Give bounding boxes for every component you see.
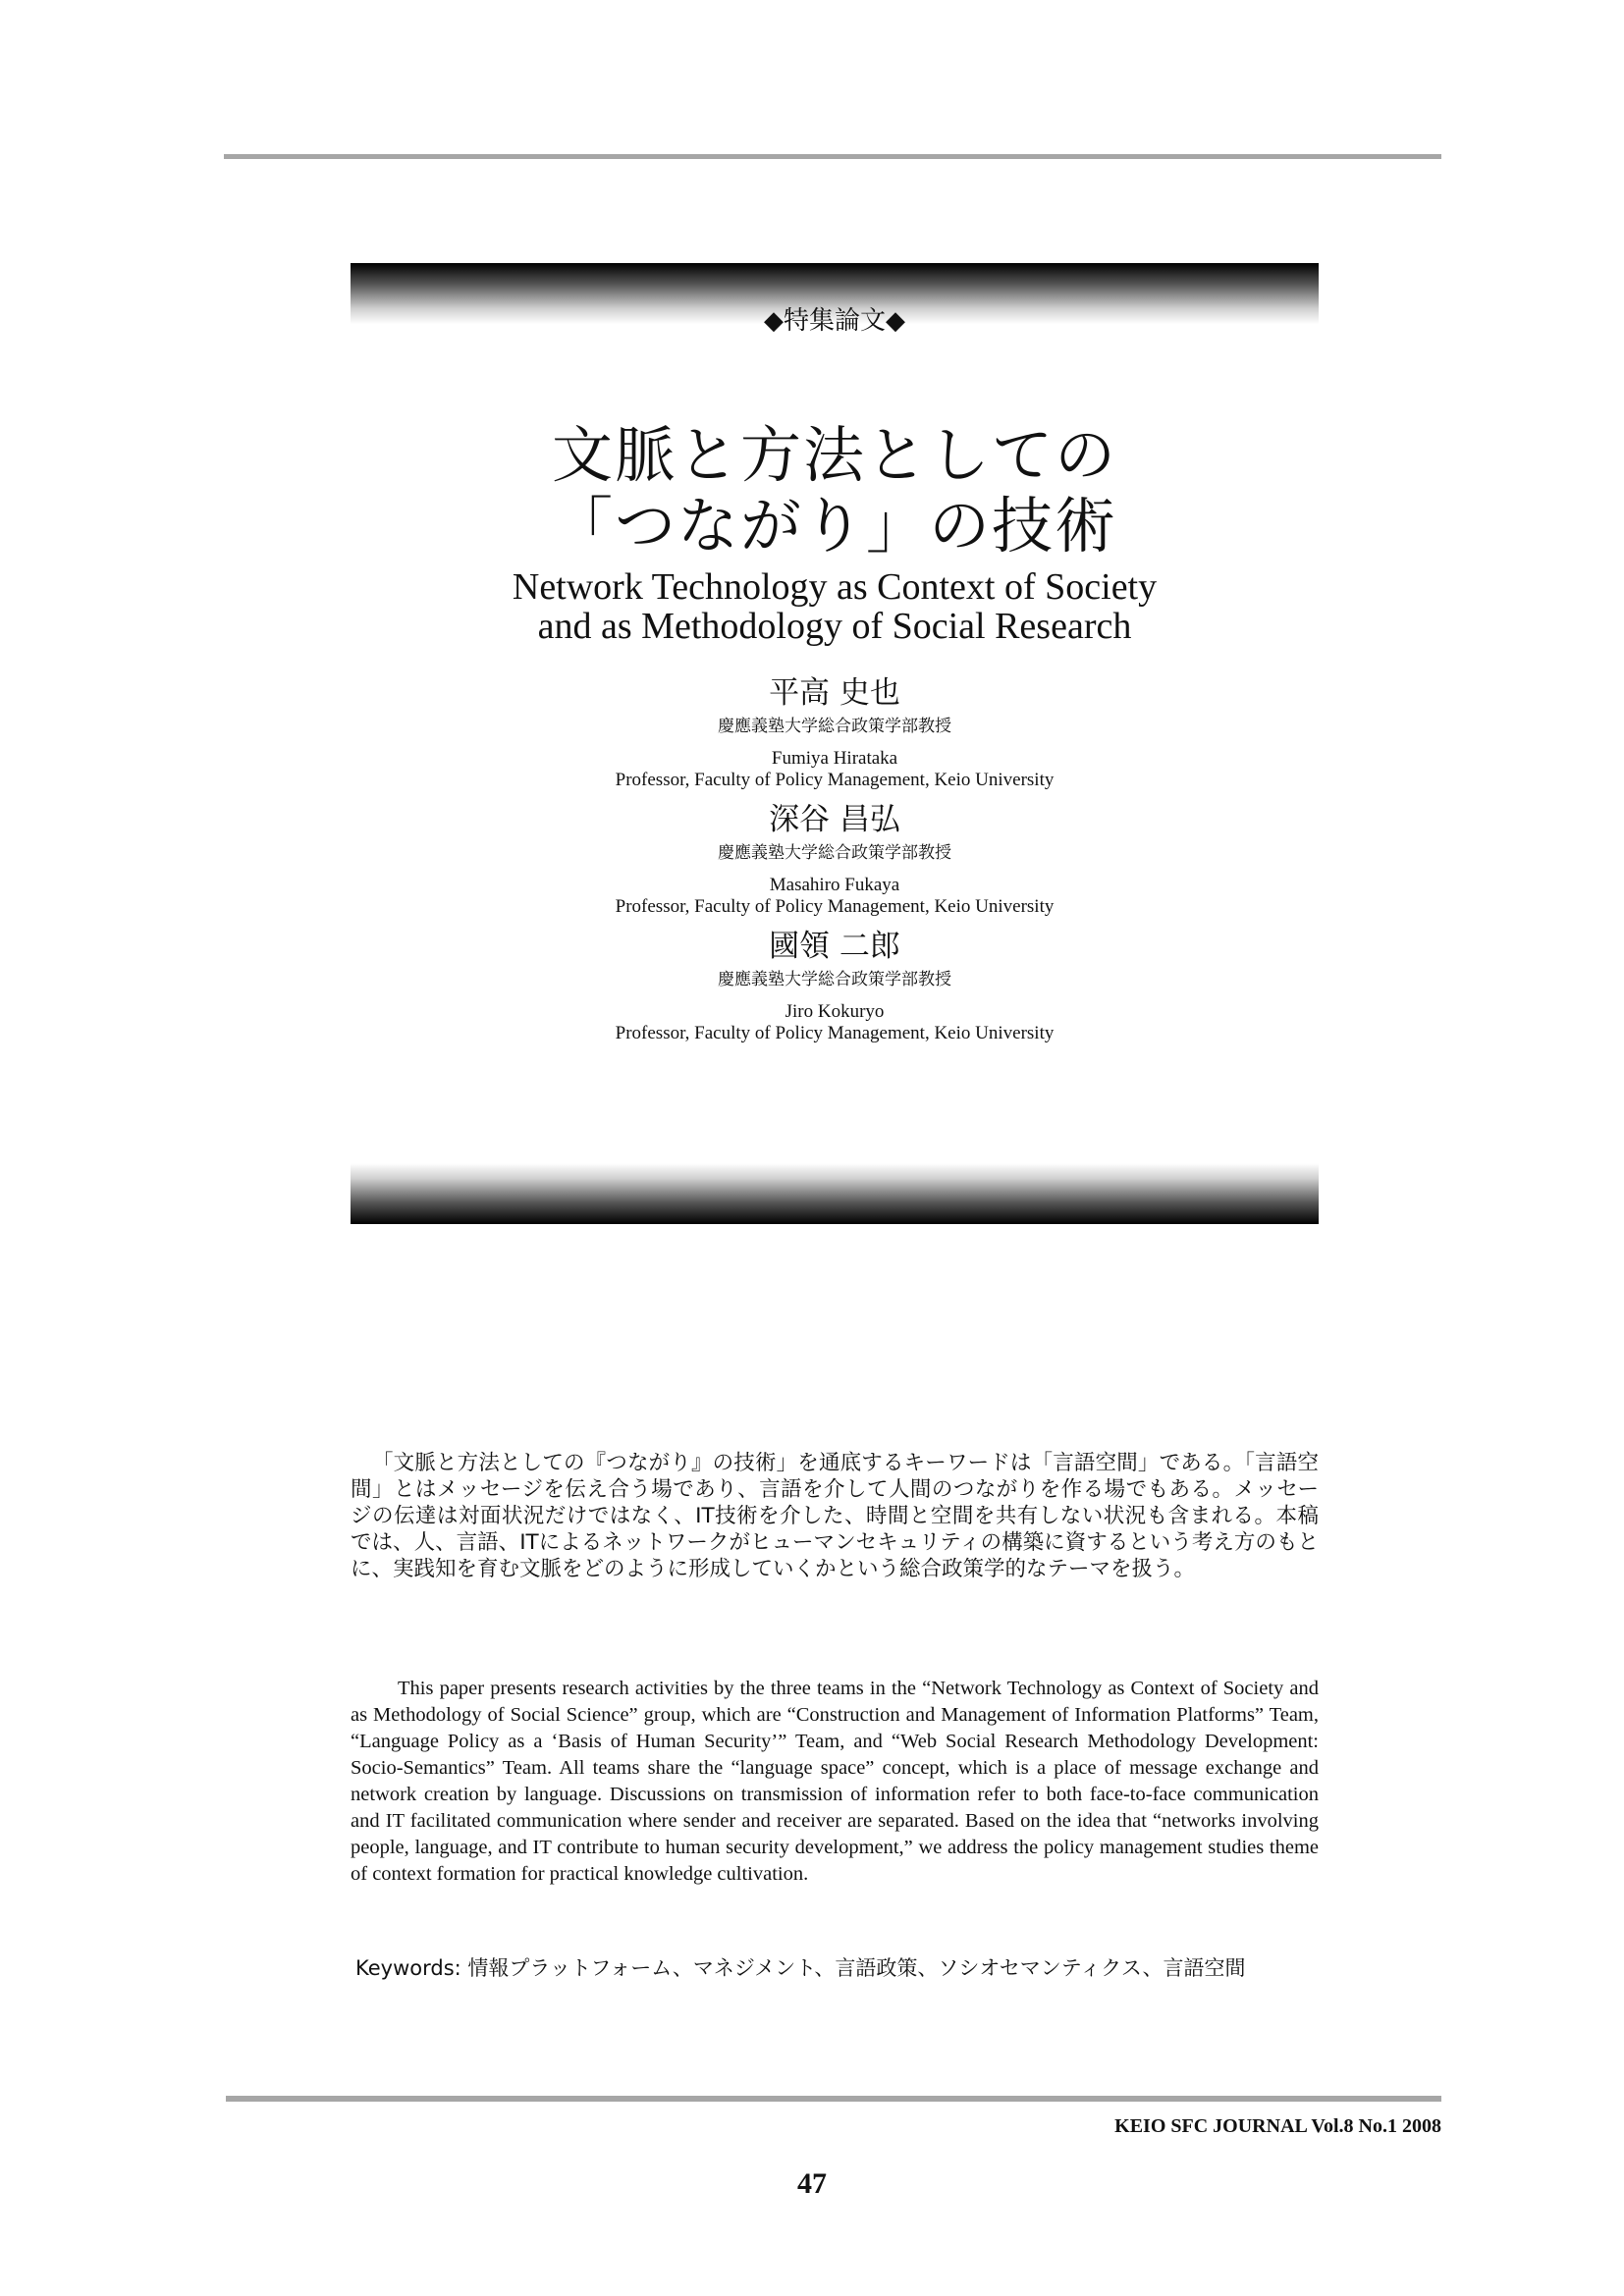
author-block xyxy=(351,673,1319,791)
author-affiliation-en: Professor, Faculty of Policy Management, Keio University xyxy=(615,770,1055,790)
author-affiliation-ja: 慶應義塾大学総合政策学部教授 xyxy=(718,970,951,989)
bottom-rule xyxy=(226,2096,1441,2102)
author-block xyxy=(351,800,1319,918)
title-en-line-1: Network Technology as Context of Society xyxy=(512,566,1158,608)
author-block xyxy=(351,927,1319,1044)
page-number: 47 xyxy=(797,2167,827,2200)
author-affiliation-ja: 慶應義塾大学総合政策学部教授 xyxy=(718,843,951,863)
author-name-en: Fumiya Hirataka xyxy=(771,748,898,769)
author-affiliation-en: Professor, Faculty of Policy Management, Keio University xyxy=(615,896,1055,917)
author-affiliation-ja: 慶應義塾大学総合政策学部教授 xyxy=(718,717,951,736)
keywords-text: 情報プラットフォーム、マネジメント、言語政策、ソシオセマンティクス、言語空間 xyxy=(467,1956,1246,1980)
top-rule xyxy=(224,154,1441,159)
title-japanese xyxy=(351,420,1319,561)
author-name-ja: 深谷 昌弘 xyxy=(769,802,900,837)
author-affiliation-en: Professor, Faculty of Policy Management, Keio University xyxy=(615,1023,1055,1043)
abstract-english: This paper presents research activities by the three teams in the “Network Technology as Context of Society and as Methodology of Social Science” group, which are “Construction and Management of Information Platforms” Team, “Language Policy as a ‘Basis of Human Security’” Team, and “Web Social Research Methodology Development: Socio-Semantics” Team. All teams share the “language space” concept, which is a place of message exchange and network creation by language. Discussions on transmission of information refer to both face-to-face communication and IT facilitated communication where sender and receiver are separated. Based on the idea that “networks involving people, language, and IT contribute to human security development,” we address the policy management studies theme of context formation for practical knowledge cultivation. xyxy=(351,1678,1319,1885)
author-name-en: Masahiro Fukaya xyxy=(769,875,900,895)
section-label: ◆特集論文◆ xyxy=(764,306,905,336)
footer-gradient-band xyxy=(351,1163,1319,1224)
title-ja-line-2: 「つながり」の技術 xyxy=(551,490,1117,561)
title-en-line-2: and as Methodology of Social Research xyxy=(537,606,1132,647)
author-name-ja: 平高 史也 xyxy=(769,675,900,711)
abstract-japanese: 「文脈と方法としての『つながり』の技術」を通底するキーワードは「言語空間」である。「言語空間」とはメッセージを伝え合う場であり、言語を介して人間のつながりを作る場でもある。メッセージの伝達は対面状況だけではなく、IT技術を介した、時間と空間を共有しない状況も含まれる。本稿では、人、言語、ITによるネットワークがヒューマンセキュリティの構築に資するという考え方のもとに、実践知を育む文脈をどのように形成していくかという総合政策学的なテーマを扱う。 xyxy=(351,1451,1319,1581)
keywords xyxy=(355,1955,1324,1981)
keywords-label: Keywords: xyxy=(355,1956,461,1980)
title-english xyxy=(351,567,1319,646)
author-name-ja: 國領 二郎 xyxy=(769,929,900,964)
journal-citation: KEIO SFC JOURNAL Vol.8 No.1 2008 xyxy=(1114,2115,1441,2137)
title-ja-line-1: 文脈と方法としての xyxy=(551,419,1117,491)
author-name-en: Jiro Kokuryo xyxy=(785,1001,885,1022)
